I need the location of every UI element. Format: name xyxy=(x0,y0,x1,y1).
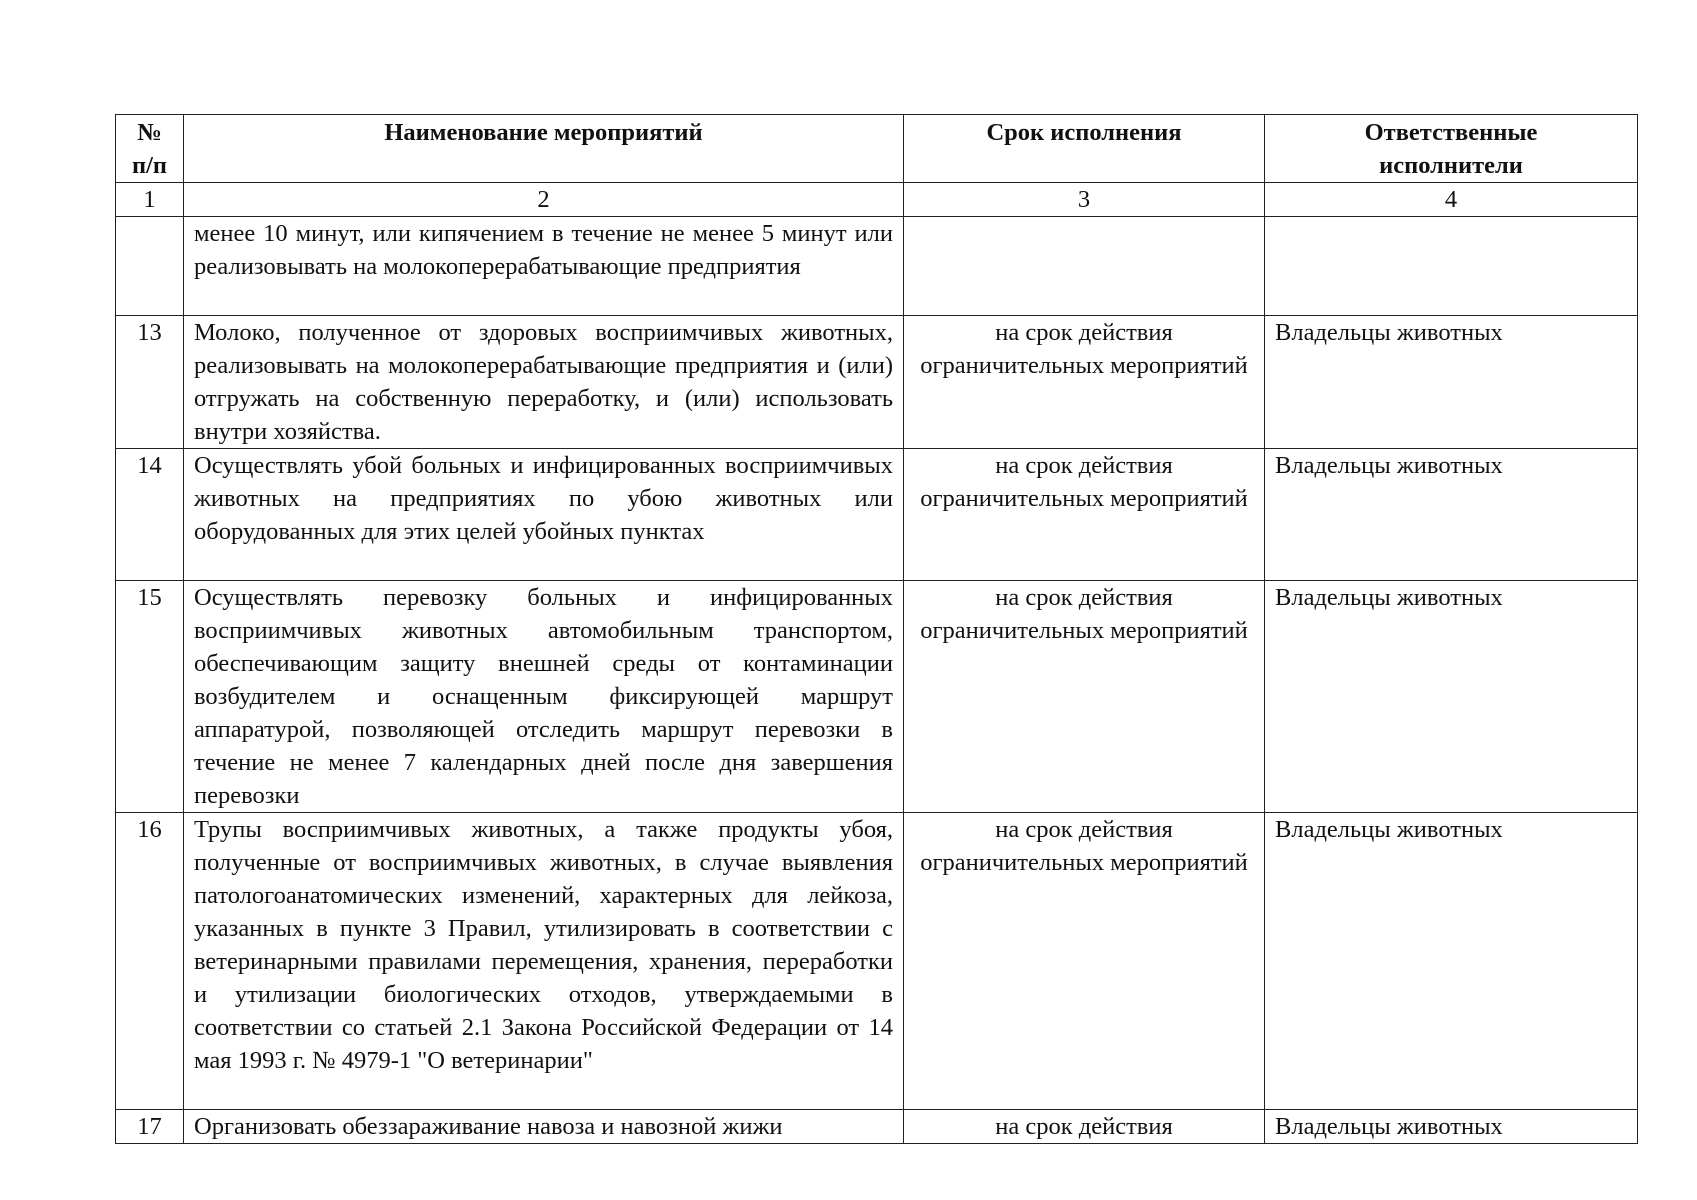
table-row xyxy=(116,1110,1638,1144)
row-number: 14 xyxy=(116,449,184,581)
measure-name: Осуществлять перевозку больных и инфицированных восприимчивых животных автомобильным транспортом, обеспечивающим защиту внешней среды от контаминации возбудителем и оснащенным фиксирующей маршрут аппаратурой, позволяющей отследить маршрут перевозки в течение не менее 7 календарных дней после дня завершения перевозки xyxy=(184,581,904,813)
column-number: 1 xyxy=(116,183,184,217)
table-row xyxy=(116,217,1638,316)
measure-responsible: Владельцы животных xyxy=(1265,316,1638,449)
table-row xyxy=(116,316,1638,449)
measure-name: Трупы восприимчивых животных, а также продукты убоя, полученные от восприимчивых животных, в случае выявления патологоанатомических изменений, характерных для лейкоза, указанных в пункте 3 Правил, утилизировать в соответствии с ветеринарными правилами перемещения, хранения, переработки и утилизации биологических отходов, утверждаемыми в соответствии со статьей 2.1 Закона Российской Федерации от 14 мая 1993 г. № 4979-1 "О ветеринарии" xyxy=(184,813,904,1110)
measure-responsible: Владельцы животных xyxy=(1265,813,1638,1110)
header-responsible-line2: исполнители xyxy=(1379,152,1523,179)
column-number: 4 xyxy=(1265,183,1638,217)
measure-term xyxy=(904,217,1265,316)
table-row xyxy=(116,449,1638,581)
measure-term: на срок действия ограничительных мероприятий xyxy=(904,316,1265,449)
header-no xyxy=(116,115,184,183)
measure-term: на срок действия xyxy=(904,1110,1265,1144)
header-responsible xyxy=(1265,115,1638,183)
column-number: 2 xyxy=(184,183,904,217)
measure-term: на срок действия ограничительных мероприятий xyxy=(904,449,1265,581)
measure-name: менее 10 минут, или кипячением в течение не менее 5 минут или реализовывать на молокоперерабатывающие предприятия xyxy=(184,217,904,316)
measure-name: Молоко, полученное от здоровых восприимчивых животных, реализовывать на молокоперерабатывающие предприятия и (или) отгружать на собственную переработку, и (или) использовать внутри хозяйства. xyxy=(184,316,904,449)
header-responsible-line1: Ответственные xyxy=(1364,119,1538,146)
row-number: 16 xyxy=(116,813,184,1110)
header-row xyxy=(116,115,1638,183)
measure-name: Организовать обеззараживание навоза и навозной жижи xyxy=(184,1110,904,1144)
header-no-line2: п/п xyxy=(131,152,168,179)
measures-table xyxy=(115,114,1638,1144)
measure-responsible: Владельцы животных xyxy=(1265,581,1638,813)
measure-responsible: Владельцы животных xyxy=(1265,1110,1638,1144)
measure-responsible xyxy=(1265,217,1638,316)
header-term: Срок исполнения xyxy=(904,115,1265,183)
table-row xyxy=(116,813,1638,1110)
header-name: Наименование мероприятий xyxy=(184,115,904,183)
measure-name: Осуществлять убой больных и инфицированных восприимчивых животных на предприятиях по убою животных или оборудованных для этих целей убойных пунктах xyxy=(184,449,904,581)
row-number: 13 xyxy=(116,316,184,449)
row-number: 15 xyxy=(116,581,184,813)
row-number xyxy=(116,217,184,316)
measure-responsible: Владельцы животных xyxy=(1265,449,1638,581)
measure-term: на срок действия ограничительных мероприятий xyxy=(904,813,1265,1110)
row-number: 17 xyxy=(116,1110,184,1144)
measure-term: на срок действия ограничительных мероприятий xyxy=(904,581,1265,813)
header-no-line1: № xyxy=(137,119,162,146)
column-number-row xyxy=(116,183,1638,217)
column-number: 3 xyxy=(904,183,1265,217)
table-row xyxy=(116,581,1638,813)
